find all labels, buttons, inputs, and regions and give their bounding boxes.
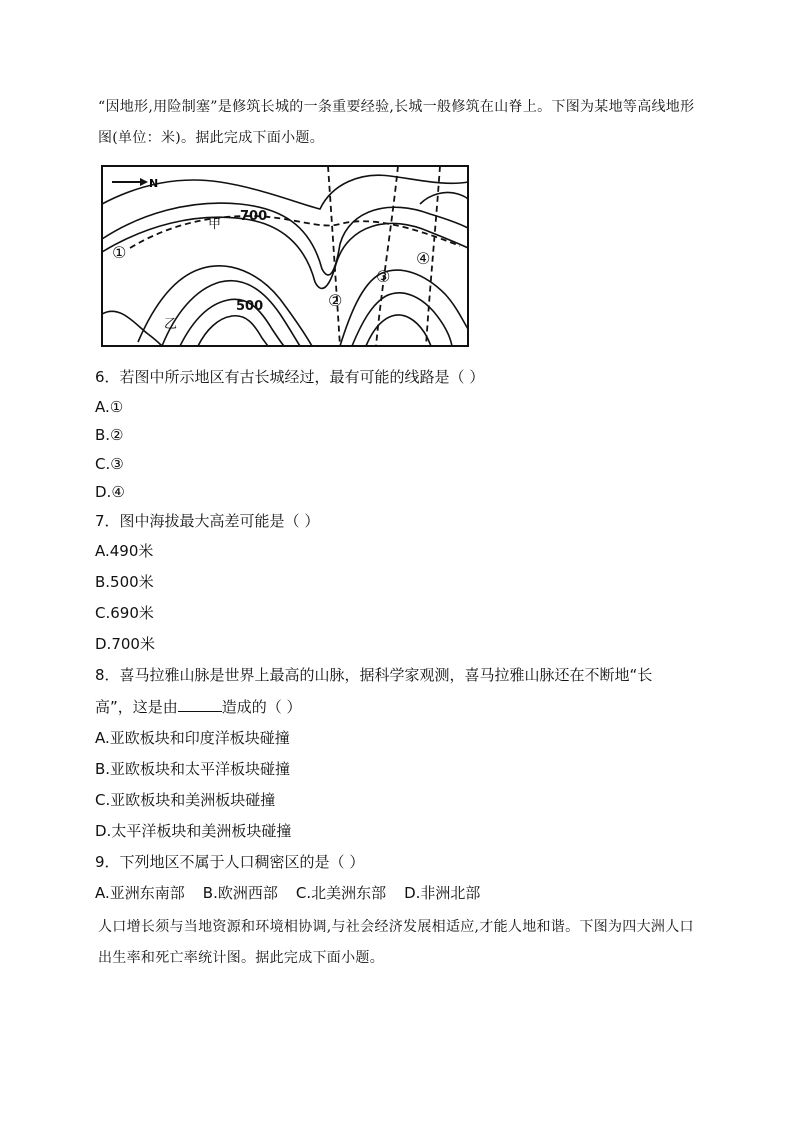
question-6-option-d[interactable]: D.④: [95, 483, 125, 501]
question-6-option-b[interactable]: B.②: [95, 426, 124, 444]
question-6-option-a[interactable]: A.①: [95, 398, 124, 416]
question-8-stem-part-a: 高”，这是由: [95, 698, 178, 716]
contour-700-label: 700: [240, 209, 268, 224]
question-7-option-b[interactable]: B.500米: [95, 573, 154, 591]
contour-map-figure: [100, 164, 470, 348]
question-8-option-a[interactable]: A.亚欧板块和印度洋板块碰撞: [95, 729, 290, 747]
route-1-label: ①: [112, 243, 127, 262]
question-8-option-b[interactable]: B.亚欧板块和太平洋板块碰撞: [95, 760, 291, 778]
question-9-option-d[interactable]: D.非洲北部: [404, 884, 481, 902]
question-9-options: [95, 883, 498, 903]
north-label: N: [149, 177, 159, 190]
question-7-option-d[interactable]: D.700米: [95, 635, 155, 653]
question-8-stem-line-2: [95, 697, 302, 717]
route-3-label: ③: [376, 267, 391, 286]
contour-500-label: 500: [236, 299, 264, 314]
question-9-stem: 9．下列地区不属于人口稠密区的是（ ）: [95, 853, 365, 871]
question-8-option-c[interactable]: C.亚欧板块和美洲板块碰撞: [95, 791, 276, 809]
label-yi: 乙: [164, 317, 178, 332]
question-6-stem: 6．若图中所示地区有古长城经过，最有可能的线路是（ ）: [95, 368, 485, 386]
question-9-option-b[interactable]: B.欧洲西部: [202, 884, 278, 902]
question-7-stem: 7．图中海拔最大高差可能是（ ）: [95, 512, 320, 530]
passage-intro-population: 人口增长须与当地资源和环境相协调,与社会经济发展相适应,才能人地和谐。下图为四大洲人口出生率和死亡率统计图。据此完成下面小题。: [98, 919, 694, 966]
north-arrow-icon: [112, 178, 148, 186]
question-8-stem-line-1: 8．喜马拉雅山脉是世界上最高的山脉，据科学家观测，喜马拉雅山脉还在不断地“长: [95, 666, 653, 684]
question-7-option-a[interactable]: A.490米: [95, 542, 154, 560]
route-2-label: ②: [328, 291, 343, 310]
question-8-option-d[interactable]: D.太平洋板块和美洲板块碰撞: [95, 822, 292, 840]
answer-blank[interactable]: [178, 697, 222, 712]
question-6-option-c[interactable]: C.③: [95, 455, 124, 473]
question-7-option-c[interactable]: C.690米: [95, 604, 154, 622]
route-4-label: ④: [416, 249, 431, 268]
label-jia: 甲: [208, 217, 222, 232]
passage-intro-contour-map: “因地形,用险制塞”是修筑长城的一条重要经验,长城一般修筑在山脊上。下图为某地等高线地形图(单位：米)。据此完成下面小题。: [98, 99, 695, 146]
question-9-option-a[interactable]: A.亚洲东南部: [95, 884, 185, 902]
question-9-option-c[interactable]: C.北美洲东部: [295, 884, 387, 902]
question-8-stem-part-b: 造成的（ ）: [221, 698, 302, 716]
map-frame: [102, 166, 468, 346]
contour-lines: [102, 175, 468, 346]
